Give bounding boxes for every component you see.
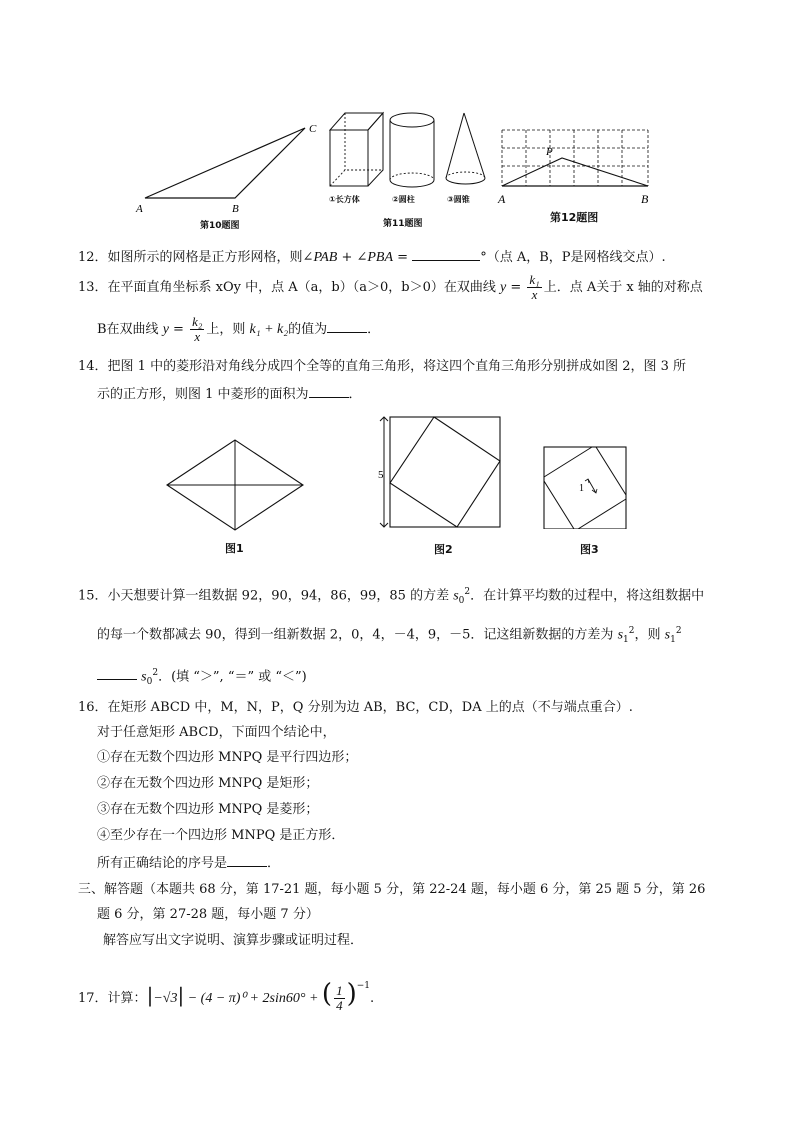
answer-blank-12[interactable] — [412, 246, 480, 261]
figure-12 — [495, 125, 660, 225]
conclusion-2: ②存在无数个四边形 MNPQ 是矩形； — [97, 776, 319, 791]
square-diagram-3 — [540, 443, 630, 529]
inner-label: 1 — [579, 483, 584, 494]
fig14-caption-1: 图1 — [225, 542, 244, 555]
question-15-line-2: 的每一个数都减去 90，得到一组新数据 2，0，4，－4，9，－5．记这组新数据的方差为 $s_1^2$，则 $s_1^2$ — [97, 626, 682, 645]
fig11-caption: 第11题图 — [383, 219, 423, 229]
solid-2-label: ②圆柱 — [392, 195, 415, 204]
answer-blank-15[interactable] — [97, 665, 137, 680]
rhombus-diagram — [165, 438, 305, 532]
section-3-heading-cont: 题 6 分，第 27-28 题，每小题 7 分） — [97, 907, 319, 922]
question-15-line-3: $s_0^2$．(填 “＞”, “＝” 或 “＜”) — [97, 663, 307, 692]
figure-14-3 — [540, 443, 635, 559]
fig14-caption-3: 图3 — [580, 543, 599, 556]
question-17: 17．计算：|−√3| − (4 − π)⁰ + 2sin60° + ( $\frac{1}{4}$ )$^{-1}$. — [78, 979, 375, 1013]
figure-14-1 — [165, 438, 305, 558]
triangle-diagram — [130, 118, 330, 218]
label-c: C — [309, 123, 317, 135]
question-16-line-2: 对于任意矩形 ABCD，下面四个结论中， — [97, 725, 336, 740]
fig14-caption-2: 图2 — [434, 543, 453, 556]
question-14-line-2: 示的正方形，则图 1 中菱形的面积为 ． — [97, 383, 362, 405]
question-16-line-1: 16．在矩形 ABCD 中，M，N，P，Q 分别为边 AB，BC，CD，DA 上的点（不与端点重合）. — [78, 700, 633, 715]
fig12-caption: 第12题图 — [550, 211, 599, 224]
label-a: A — [136, 203, 143, 215]
answer-blank-16[interactable] — [227, 852, 267, 867]
section-3-instruction: 解答应写出文字说明、演算步骤或证明过程． — [103, 933, 364, 948]
answer-blank-14[interactable] — [309, 383, 349, 398]
question-16-answer-line: 所有正确结论的序号是 ． — [97, 852, 280, 874]
side-label: 5 — [378, 469, 384, 481]
conclusion-4: ④至少存在一个四边形 MNPQ 是正方形． — [97, 828, 345, 843]
conclusion-3: ③存在无数个四边形 MNPQ 是菱形； — [97, 802, 319, 817]
conclusion-1: ①存在无数个四边形 MNPQ 是平行四边形； — [97, 750, 358, 765]
label-a: A — [498, 192, 506, 206]
question-12: 12．如图所示的网格是正方形网格，则∠PAB + ∠PBA = °（点 A，B，P是网格线交点）. — [78, 246, 666, 268]
fraction-k1-x: $\frac{\text{k₁}}{x}$ — [529, 272, 540, 302]
solids-diagram — [325, 108, 495, 193]
grid-diagram — [495, 125, 660, 207]
figure-14-2 — [376, 414, 506, 559]
figure-11 — [325, 108, 495, 228]
fraction-k2-x: $\frac{\text{k₂}}{x}$ — [192, 314, 203, 344]
question-13-line-2: B在双曲线 y = $\frac{\text{k₂}}{x}$ 上，则 k₁ + k₂的值为 ． — [97, 314, 381, 344]
fig10-caption: 第10题图 — [200, 221, 240, 231]
question-14-line-1: 14．把图 1 中的菱形沿对角线分成四个全等的直角三角形，将这四个直角三角形分别拼成如图 2，图 3 所 — [78, 359, 687, 374]
square-diagram-2 — [376, 414, 506, 532]
answer-blank-13[interactable] — [327, 318, 367, 333]
question-13-line-1: 13．在平面直角坐标系 xOy 中，点 A（a，b）（a＞0，b＞0）在双曲线 y = $\frac{\text{k₁}}{x}$ 上．点 A关于 x 轴的对称点 — [78, 272, 703, 302]
label-b: B — [641, 192, 649, 206]
figure-10 — [130, 118, 330, 231]
solid-1-label: ①长方体 — [329, 195, 360, 204]
fraction-one-quarter: $\frac{1}{4}$ — [336, 983, 343, 1013]
label-p: P — [546, 146, 553, 158]
section-3-heading: 三、解答题（本题共 68 分，第 17-21 题，每小题 5 分，第 22-24 题，每小题 6 分，第 25 题 5 分，第 26 — [78, 882, 706, 897]
question-15-line-1: 15．小天想要计算一组数据 92，90，94，86，99，85 的方差 $s_0^2$．在计算平均数的过程中，将这组数据中 — [78, 587, 705, 606]
label-b: B — [232, 203, 239, 215]
solid-3-label: ③圆锥 — [447, 195, 470, 204]
